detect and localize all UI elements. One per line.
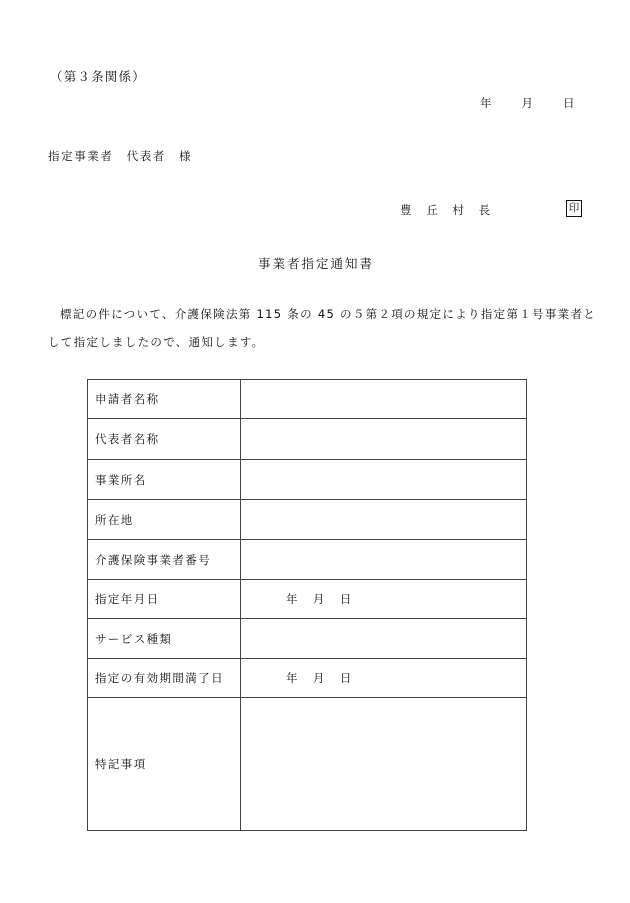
recipient-line: 指定事業者 代表者 様 — [48, 149, 193, 163]
expiry-date-month: 月 — [312, 671, 326, 685]
expiry-date-year: 年 — [286, 671, 299, 685]
table-row — [88, 540, 527, 580]
row-label-representative-name: 代表者名称 — [88, 419, 241, 460]
row-value-service-type — [241, 619, 527, 659]
table-row — [88, 580, 527, 619]
row-label-applicant-name: 申請者名称 — [88, 380, 241, 419]
row-value-expiry-date — [241, 659, 527, 698]
row-value-designation-date — [241, 580, 527, 619]
row-value-address — [241, 500, 527, 540]
table-row — [88, 419, 527, 460]
body-text-line-2: して指定しましたので、通知します。 — [48, 335, 265, 349]
issue-date-day: 日 — [563, 96, 575, 110]
row-label-special-notes: 特記事項 — [88, 698, 241, 831]
issue-date — [480, 95, 575, 111]
row-value-special-notes — [241, 698, 527, 831]
table-row — [88, 460, 527, 500]
issue-date-month: 月 — [521, 96, 533, 110]
table-row — [88, 619, 527, 659]
designation-date-month: 月 — [312, 592, 326, 606]
designation-info-table — [87, 379, 527, 831]
seal-mark: 印 — [566, 200, 582, 217]
row-label-insurance-number: 介護保険事業者番号 — [88, 540, 241, 580]
designation-date-year: 年 — [286, 592, 299, 606]
row-label-address: 所在地 — [88, 500, 241, 540]
law-reference: （第３条関係） — [50, 69, 146, 84]
designation-date-day: 日 — [339, 592, 353, 606]
table-row — [88, 500, 527, 540]
document-title: 事業者指定通知書 — [258, 256, 375, 271]
row-label-expiry-date: 指定の有効期間満了日 — [88, 659, 241, 698]
row-value-insurance-number — [241, 540, 527, 580]
expiry-date-day: 日 — [339, 671, 353, 685]
issue-date-year: 年 — [480, 96, 492, 110]
issuer-title: 豊 丘 村 長 — [400, 203, 492, 217]
row-label-office-name: 事業所名 — [88, 460, 241, 500]
table-row — [88, 698, 527, 831]
row-label-designation-date: 指定年月日 — [88, 580, 241, 619]
row-value-representative-name — [241, 419, 527, 460]
table-row — [88, 659, 527, 698]
body-text-line-1: 標記の件について、介護保険法第 115 条の 45 の５第２項の規定により指定第１号事業者と — [60, 307, 597, 321]
row-value-applicant-name — [241, 380, 527, 419]
row-label-service-type: サービス種類 — [88, 619, 241, 659]
table-row — [88, 380, 527, 419]
row-value-office-name — [241, 460, 527, 500]
